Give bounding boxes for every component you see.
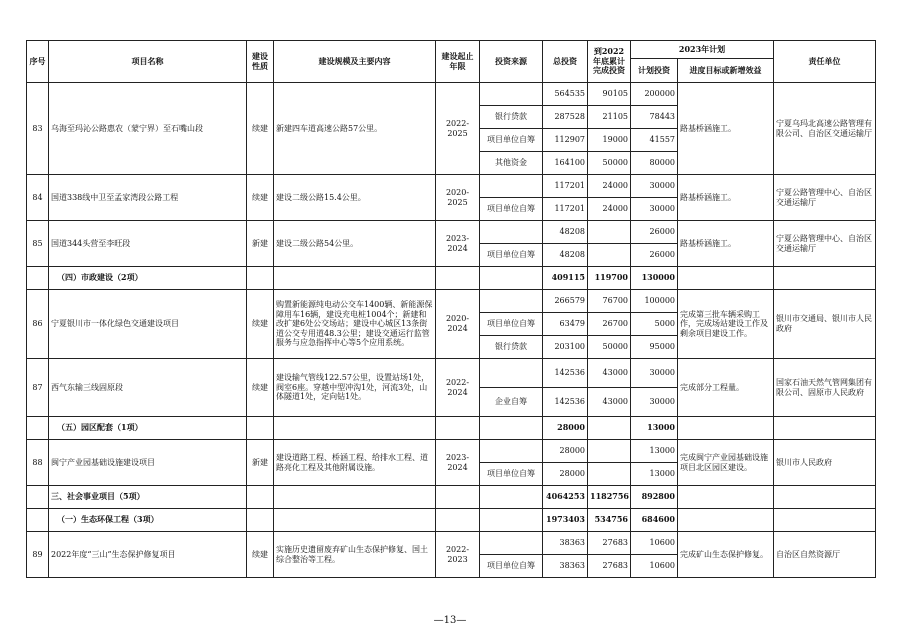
row-source bbox=[480, 532, 543, 555]
row-nature: 续建 bbox=[247, 175, 274, 221]
section-total: 1973403 bbox=[543, 509, 588, 532]
row-source bbox=[480, 290, 543, 313]
row-cum: 50000 bbox=[588, 152, 631, 175]
row-unit: 宁夏公路管理中心、自治区交通运输厅 bbox=[774, 175, 876, 221]
row-scale: 实施历史遗留废弃矿山生态保护修复、国土综合整治等工程。 bbox=[274, 532, 436, 578]
row-total: 287528 bbox=[543, 106, 588, 129]
header-scale: 建设规模及主要内容 bbox=[274, 41, 436, 83]
section-row bbox=[27, 486, 876, 509]
row-unit: 银川市交通局、银川市人民政府 bbox=[774, 290, 876, 359]
table-row bbox=[27, 221, 876, 244]
row-source bbox=[480, 175, 543, 198]
row-scale: 购置新能源纯电动公交车1400辆、新能源保障用车16辆，建设充电桩1004个；新建和改扩建6处公交场站；建设中心城区13条街道公交专用道48.3公里；建设交通运行监管服务与应急指挥中心等5个应用系统。 bbox=[274, 290, 436, 359]
section-label: （五）园区配套（1项） bbox=[49, 417, 247, 440]
section-row bbox=[27, 267, 876, 290]
row-seq: 89 bbox=[27, 532, 49, 578]
row-source bbox=[480, 83, 543, 106]
row-total: 63479 bbox=[543, 313, 588, 336]
row-nature: 续建 bbox=[247, 290, 274, 359]
row-source: 项目单位自筹 bbox=[480, 129, 543, 152]
row-cum: 43000 bbox=[588, 388, 631, 417]
header-name: 项目名称 bbox=[49, 41, 247, 83]
section-cum: 534756 bbox=[588, 509, 631, 532]
row-total: 28000 bbox=[543, 440, 588, 463]
header-nature: 建设性质 bbox=[247, 41, 274, 83]
row-plan: 26000 bbox=[631, 221, 678, 244]
header-seq: 序号 bbox=[27, 41, 49, 83]
row-name: 2022年度“三山”生态保护修复项目 bbox=[49, 532, 247, 578]
header-unit: 责任单位 bbox=[774, 41, 876, 83]
row-progress: 路基桥涵施工。 bbox=[678, 221, 774, 267]
row-scale: 建设二级公路15.4公里。 bbox=[274, 175, 436, 221]
row-scale: 建设二级公路54公里。 bbox=[274, 221, 436, 267]
row-source: 项目单位自筹 bbox=[480, 555, 543, 578]
row-cum: 19000 bbox=[588, 129, 631, 152]
row-seq: 85 bbox=[27, 221, 49, 267]
row-total: 38363 bbox=[543, 555, 588, 578]
table-row bbox=[27, 359, 876, 388]
section-plan: 13000 bbox=[631, 417, 678, 440]
row-total: 48208 bbox=[543, 244, 588, 267]
section-row bbox=[27, 509, 876, 532]
row-seq: 84 bbox=[27, 175, 49, 221]
section-cum: 119700 bbox=[588, 267, 631, 290]
row-total: 266579 bbox=[543, 290, 588, 313]
row-plan: 30000 bbox=[631, 198, 678, 221]
row-cum bbox=[588, 244, 631, 267]
row-name: 乌海至玛沁公路惠农（蒙宁界）至石嘴山段 bbox=[49, 83, 247, 175]
row-source: 项目单位自筹 bbox=[480, 313, 543, 336]
row-years: 2023-2024 bbox=[436, 440, 480, 486]
row-total: 142536 bbox=[543, 359, 588, 388]
row-cum bbox=[588, 221, 631, 244]
section-cum: 1182756 bbox=[588, 486, 631, 509]
header-years: 建设起止年限 bbox=[436, 41, 480, 83]
row-years: 2023-2024 bbox=[436, 221, 480, 267]
row-cum: 26700 bbox=[588, 313, 631, 336]
header-cum2022: 到2022年底累计完成投资 bbox=[588, 41, 631, 83]
row-progress: 完成部分工程量。 bbox=[678, 359, 774, 417]
row-source: 项目单位自筹 bbox=[480, 198, 543, 221]
row-unit: 自治区自然资源厅 bbox=[774, 532, 876, 578]
row-source: 企业自筹 bbox=[480, 388, 543, 417]
row-total: 164100 bbox=[543, 152, 588, 175]
row-plan: 26000 bbox=[631, 244, 678, 267]
table-row bbox=[27, 532, 876, 555]
row-source: 项目单位自筹 bbox=[480, 463, 543, 486]
row-seq: 86 bbox=[27, 290, 49, 359]
section-cum bbox=[588, 417, 631, 440]
row-total: 117201 bbox=[543, 175, 588, 198]
section-label: （四）市政建设（2项） bbox=[49, 267, 247, 290]
row-total: 112907 bbox=[543, 129, 588, 152]
row-plan: 10600 bbox=[631, 532, 678, 555]
header-plan2023: 2023年计划 bbox=[631, 41, 774, 59]
row-nature: 续建 bbox=[247, 532, 274, 578]
row-seq: 88 bbox=[27, 440, 49, 486]
header-plan-invest: 计划投资 bbox=[631, 59, 678, 83]
row-source: 银行贷款 bbox=[480, 106, 543, 129]
row-total: 117201 bbox=[543, 198, 588, 221]
row-total: 203100 bbox=[543, 336, 588, 359]
row-plan: 95000 bbox=[631, 336, 678, 359]
row-name: 闽宁产业园基础设施建设项目 bbox=[49, 440, 247, 486]
row-cum: 90105 bbox=[588, 83, 631, 106]
row-name: 国道344头营至李旺段 bbox=[49, 221, 247, 267]
row-name: 宁夏银川市一体化绿色交通建设项目 bbox=[49, 290, 247, 359]
row-unit: 宁夏公路管理中心、自治区交通运输厅 bbox=[774, 221, 876, 267]
row-seq: 87 bbox=[27, 359, 49, 417]
row-scale: 建设输气管线122.57公里，设置站场1处，阀室6座。穿越中型冲沟1处，河流3处，山体隧道1处，定向钻1处。 bbox=[274, 359, 436, 417]
row-source: 其他资金 bbox=[480, 152, 543, 175]
section-total: 28000 bbox=[543, 417, 588, 440]
row-source: 银行贷款 bbox=[480, 336, 543, 359]
row-progress: 完成矿山生态保护修复。 bbox=[678, 532, 774, 578]
row-total: 564535 bbox=[543, 83, 588, 106]
row-progress: 完成闽宁产业园基础设施项目北区园区建设。 bbox=[678, 440, 774, 486]
row-seq: 83 bbox=[27, 83, 49, 175]
header-total: 总投资 bbox=[543, 41, 588, 83]
row-cum: 24000 bbox=[588, 175, 631, 198]
row-plan: 5000 bbox=[631, 313, 678, 336]
row-plan: 30000 bbox=[631, 388, 678, 417]
row-scale: 建设道路工程、桥涵工程、给排水工程、道路亮化工程及其他附属设施。 bbox=[274, 440, 436, 486]
row-cum: 24000 bbox=[588, 198, 631, 221]
row-plan: 200000 bbox=[631, 83, 678, 106]
row-years: 2022-2023 bbox=[436, 532, 480, 578]
row-name: 国道338线中卫至孟家湾段公路工程 bbox=[49, 175, 247, 221]
section-label: 三、社会事业项目（5项） bbox=[49, 486, 247, 509]
row-plan: 78443 bbox=[631, 106, 678, 129]
row-unit: 国家石油天然气管网集团有限公司、固原市人民政府 bbox=[774, 359, 876, 417]
row-nature: 新建 bbox=[247, 221, 274, 267]
row-years: 2020-2025 bbox=[436, 175, 480, 221]
row-name: 西气东输三线固原段 bbox=[49, 359, 247, 417]
table-row bbox=[27, 175, 876, 198]
row-unit: 宁夏乌玛北高速公路管理有限公司、自治区交通运输厅 bbox=[774, 83, 876, 175]
row-plan: 30000 bbox=[631, 359, 678, 388]
header-progress: 进度目标或新增效益 bbox=[678, 59, 774, 83]
row-progress: 路基桥涵施工。 bbox=[678, 175, 774, 221]
project-table-container bbox=[26, 40, 875, 578]
section-total: 4064253 bbox=[543, 486, 588, 509]
row-plan: 13000 bbox=[631, 440, 678, 463]
row-years: 2022-2025 bbox=[436, 83, 480, 175]
row-unit: 银川市人民政府 bbox=[774, 440, 876, 486]
row-plan: 30000 bbox=[631, 175, 678, 198]
row-cum: 43000 bbox=[588, 359, 631, 388]
row-cum: 50000 bbox=[588, 336, 631, 359]
header-source: 投资来源 bbox=[480, 41, 543, 83]
row-nature: 新建 bbox=[247, 440, 274, 486]
section-plan: 130000 bbox=[631, 267, 678, 290]
section-row bbox=[27, 417, 876, 440]
row-plan: 10600 bbox=[631, 555, 678, 578]
row-source: 项目单位自筹 bbox=[480, 244, 543, 267]
section-plan: 892800 bbox=[631, 486, 678, 509]
row-source bbox=[480, 221, 543, 244]
row-plan: 13000 bbox=[631, 463, 678, 486]
page-number: —13— bbox=[433, 615, 467, 626]
table-row bbox=[27, 440, 876, 463]
row-cum: 27683 bbox=[588, 532, 631, 555]
section-plan: 684600 bbox=[631, 509, 678, 532]
row-scale: 新建四车道高速公路57公里。 bbox=[274, 83, 436, 175]
row-nature: 续建 bbox=[247, 359, 274, 417]
row-cum: 76700 bbox=[588, 290, 631, 313]
table-row bbox=[27, 290, 876, 313]
row-plan: 100000 bbox=[631, 290, 678, 313]
row-years: 2022-2024 bbox=[436, 359, 480, 417]
section-total: 409115 bbox=[543, 267, 588, 290]
row-progress: 路基桥涵施工。 bbox=[678, 83, 774, 175]
row-progress: 完成第三批车辆采购工作，完成场站建设工作及剩余项目建设工作。 bbox=[678, 290, 774, 359]
row-years: 2020-2024 bbox=[436, 290, 480, 359]
row-plan: 80000 bbox=[631, 152, 678, 175]
row-source bbox=[480, 440, 543, 463]
row-source bbox=[480, 359, 543, 388]
row-total: 48208 bbox=[543, 221, 588, 244]
row-cum bbox=[588, 440, 631, 463]
row-cum: 21105 bbox=[588, 106, 631, 129]
table-row bbox=[27, 83, 876, 106]
row-nature: 续建 bbox=[247, 83, 274, 175]
row-plan: 41557 bbox=[631, 129, 678, 152]
row-total: 142536 bbox=[543, 388, 588, 417]
row-cum: 27683 bbox=[588, 555, 631, 578]
row-total: 28000 bbox=[543, 463, 588, 486]
row-total: 38363 bbox=[543, 532, 588, 555]
section-label: （一）生态环保工程（3项） bbox=[49, 509, 247, 532]
row-cum bbox=[588, 463, 631, 486]
project-table bbox=[26, 40, 876, 578]
